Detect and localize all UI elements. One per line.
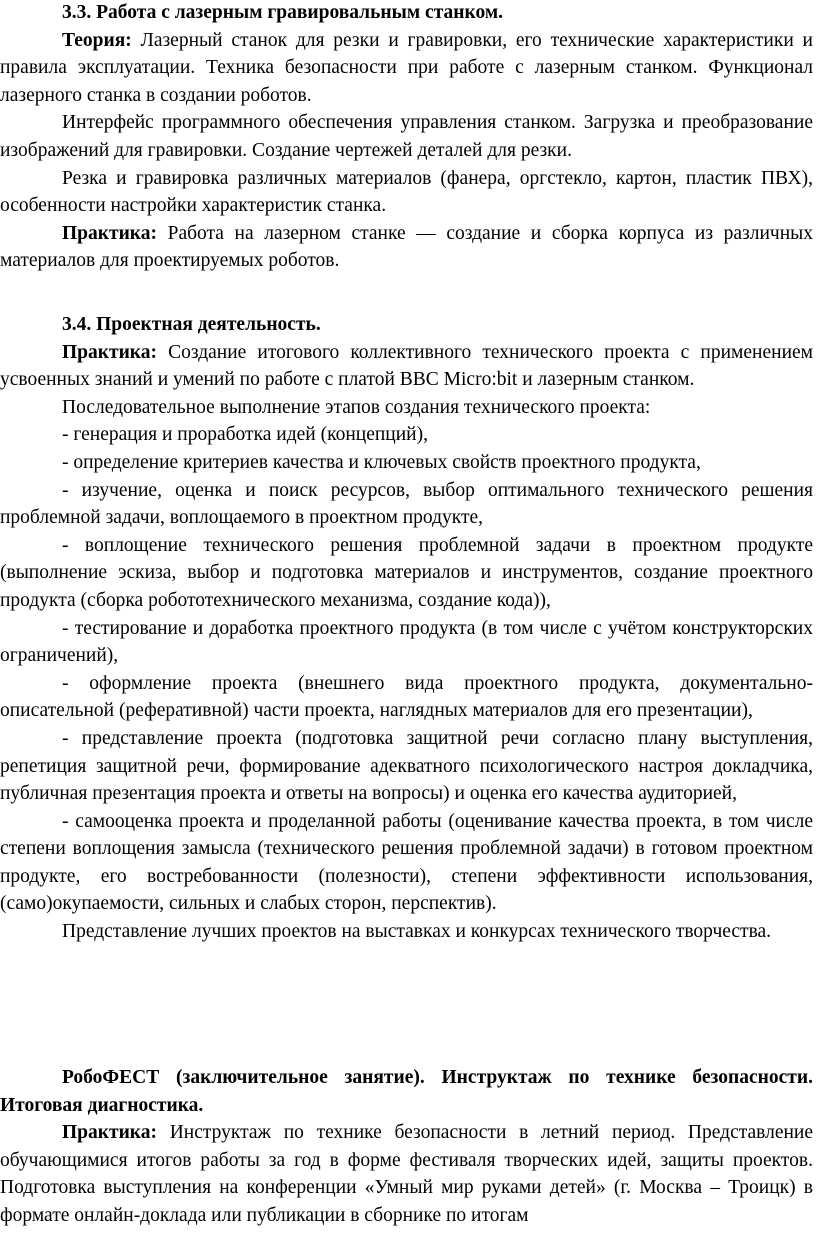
practice-label: Практика: bbox=[62, 1122, 157, 1144]
section-3-4 bbox=[0, 311, 813, 946]
theory-text: Лазерный станок для резки и гравировки, его технические характеристики и правила эксплуатации. Техника безопасности при работе с лазерным станком. Функционал лазерного станка в создании роботов. bbox=[0, 29, 813, 106]
step-item: - изучение, оценка и поиск ресурсов, выбор оптимального технического решения проблемной задачи, воплощаемого в проектном продукте, bbox=[0, 479, 813, 529]
practice-paragraph bbox=[0, 339, 813, 394]
step-item: - определение критериев качества и ключевых свойств проектного продукта, bbox=[62, 451, 701, 473]
step-item: - тестирование и доработка проектного продукта (в том числе с учётом конструкторских ограничений), bbox=[0, 617, 813, 667]
practice-paragraph bbox=[0, 1119, 813, 1229]
section-heading: РобоФЕСТ (заключительное занятие). Инструктаж по технике безопасности. Итоговая диагностика. bbox=[0, 1067, 813, 1116]
section-heading: 3.4. Проектная деятельность. bbox=[62, 314, 321, 335]
paragraph: Интерфейс программного обеспечения управления станком. Загрузка и преобразование изображений для гравировки. Создание чертежей деталей для резки. bbox=[0, 112, 813, 161]
section-3-3 bbox=[0, 0, 813, 275]
practice-text: Инструктаж по технике безопасности в летний период. Представление обучающимися итогов работы за год в форме фестиваля творческих идей, защиты проектов. Подготовка выступления на конференции «Умный мир руками детей» (г. Москва – Троицк) в формате онлайн-доклада или публикации в сборнике по итогам bbox=[0, 1122, 813, 1226]
practice-paragraph bbox=[0, 220, 813, 275]
practice-label: Практика: bbox=[62, 222, 157, 244]
practice-text: Работа на лазерном станке — создание и сборка корпуса из различных материалов для проектируемых роботов. bbox=[0, 222, 813, 272]
practice-label: Практика: bbox=[62, 341, 157, 363]
theory-label: Теория: bbox=[62, 29, 132, 51]
theory-paragraph bbox=[0, 27, 813, 110]
step-item: - воплощение технического решения проблемной задачи в проектном продукте (выполнение эскиза, выбор и подготовка материалов и инструментов, создание проектного продукта (сборка робототехнического механизма, создание кода)), bbox=[0, 534, 813, 611]
closing-paragraph: Представление лучших проектов на выставках и конкурсах технического творчества. bbox=[62, 921, 772, 943]
section-robofest bbox=[0, 1064, 813, 1230]
steps-intro: Последовательное выполнение этапов создания технического проекта: bbox=[62, 396, 651, 418]
practice-text: Создание итогового коллективного технического проекта с применением усвоенных знаний и умений по работе с платой BBC Micro:bit и лазерным станком. bbox=[0, 341, 813, 391]
step-item: - оформление проекта (внешнего вида проектного продукта, документально-описательной (реферативной) части проекта, наглядных материалов для его презентации), bbox=[0, 672, 813, 722]
section-heading: 3.3. Работа с лазерным гравировальным станком. bbox=[62, 2, 504, 23]
paragraph: Резка и гравировка различных материалов (фанера, оргстекло, картон, пластик ПВХ), особенности настройки характеристик станка. bbox=[0, 167, 813, 217]
step-item: - представление проекта (подготовка защитной речи согласно плану выступления, репетиция защитной речи, формирование адекватного психологического настроя докладчика, публичная презентация проекта и ответы на вопросы) и оценка его качества аудиторией, bbox=[0, 727, 813, 805]
step-item: - самооценка проекта и проделанной работы (оценивание качества проекта, в том числе степени воплощения замысла (технического решения проблемной задачи) в готовом проектном продукте, его востребованности (полезности), степени эффективности использования, (само)окупаемости, сильных и слабых сторон, перспектив). bbox=[0, 810, 813, 915]
step-item: - генерация и проработка идей (концепций), bbox=[62, 424, 428, 446]
